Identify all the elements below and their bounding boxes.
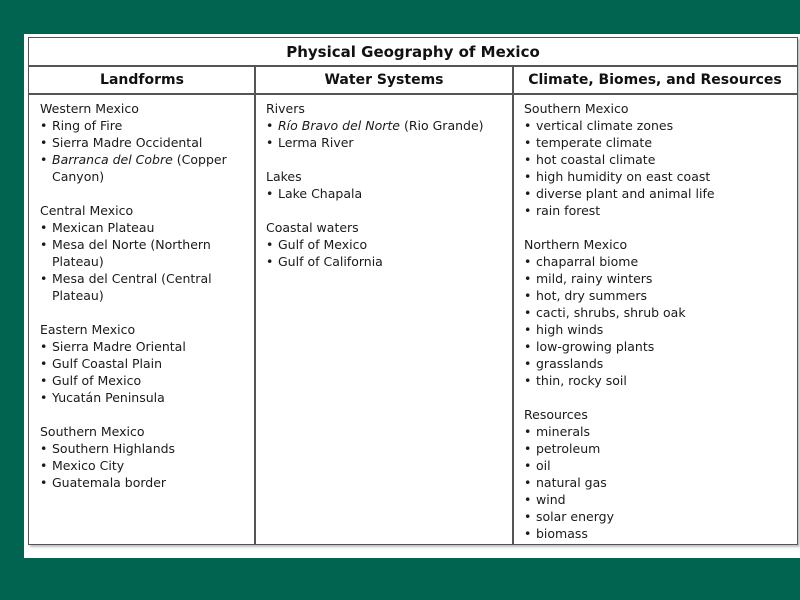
list-item: • Mesa del Norte (Northern Plateau)	[40, 237, 211, 269]
list-item: • Gulf Coastal Plain	[40, 356, 163, 371]
landforms-western-group	[40, 100, 255, 185]
list-item: • diverse plant and animal life	[524, 186, 715, 201]
list-item: • Mesa del Central (Central Plateau)	[40, 271, 212, 303]
list-item: • high winds	[524, 322, 604, 337]
climate-northern-group	[524, 236, 797, 389]
slide-page	[24, 34, 800, 558]
list-item: • Mexican Plateau	[40, 220, 155, 235]
list-item: • Barranca del Cobre (Copper Canyon)	[40, 152, 227, 184]
list-item: • grasslands	[524, 356, 604, 371]
group-heading: Western Mexico	[40, 101, 139, 116]
header-climate-biomes-resources: Climate, Biomes, and Resources	[528, 72, 782, 88]
group-heading: Rivers	[266, 101, 305, 116]
list-item: • oil	[524, 458, 551, 473]
list-item: • minerals	[524, 424, 591, 439]
list-item: • Lake Chapala	[266, 186, 363, 201]
list-item: • low-growing plants	[524, 339, 655, 354]
list-item: • mild, rainy winters	[524, 271, 653, 286]
water-systems-cell	[255, 95, 513, 544]
group-heading: Coastal waters	[266, 220, 359, 235]
group-heading: Eastern Mexico	[40, 322, 136, 337]
list-item: • cacti, shrubs, shrub oak	[524, 305, 686, 320]
climate-southern-group	[524, 100, 797, 219]
group-heading: Northern Mexico	[524, 237, 628, 252]
group-heading: Central Mexico	[40, 203, 134, 218]
header-water-systems: Water Systems	[324, 72, 444, 88]
list-item: • Ring of Fire	[40, 118, 123, 133]
list-item: • Southern Highlands	[40, 441, 176, 456]
list-item: • natural gas	[524, 475, 607, 490]
list-item: • wind	[524, 492, 566, 507]
list-item: • chaparral biome	[524, 254, 639, 269]
water-rivers-group	[266, 100, 513, 151]
list-item: • Gulf of California	[266, 254, 383, 269]
header-landforms: Landforms	[100, 72, 184, 88]
list-item: • Lerma River	[266, 135, 354, 150]
list-item: • Gulf of Mexico	[40, 373, 142, 388]
list-item: • Sierra Madre Occidental	[40, 135, 203, 150]
landforms-cell	[29, 95, 255, 544]
list-item: • temperate climate	[524, 135, 653, 150]
water-lakes-group	[266, 168, 513, 202]
landforms-central-group	[40, 202, 255, 304]
list-item: • solar energy	[524, 509, 614, 524]
group-heading: Lakes	[266, 169, 302, 184]
group-heading: Southern Mexico	[40, 424, 145, 439]
list-item: • high humidity on east coast	[524, 169, 711, 184]
list-item: • Gulf of Mexico	[266, 237, 368, 252]
landforms-southern-group	[40, 423, 255, 491]
climate-resources-group	[524, 406, 797, 542]
geography-table	[28, 37, 798, 545]
landforms-eastern-group	[40, 321, 255, 406]
list-item: • rain forest	[524, 203, 601, 218]
list-item: • biomass	[524, 526, 588, 541]
list-item: • petroleum	[524, 441, 601, 456]
climate-biomes-resources-cell	[513, 95, 797, 544]
list-item: • vertical climate zones	[524, 118, 674, 133]
list-item: • thin, rocky soil	[524, 373, 627, 388]
body-row	[29, 95, 797, 544]
list-item: • Sierra Madre Oriental	[40, 339, 186, 354]
group-heading: Resources	[524, 407, 588, 422]
list-item: • hot coastal climate	[524, 152, 656, 167]
list-item: • hot, dry summers	[524, 288, 647, 303]
group-heading: Southern Mexico	[524, 101, 629, 116]
list-item: • Mexico City	[40, 458, 125, 473]
water-coastal-group	[266, 219, 513, 270]
list-item: • Yucatán Peninsula	[40, 390, 165, 405]
list-item: • Guatemala border	[40, 475, 167, 490]
table-title: Physical Geography of Mexico	[29, 38, 797, 67]
list-item: • Río Bravo del Norte (Rio Grande)	[266, 118, 484, 133]
header-row	[29, 67, 797, 95]
